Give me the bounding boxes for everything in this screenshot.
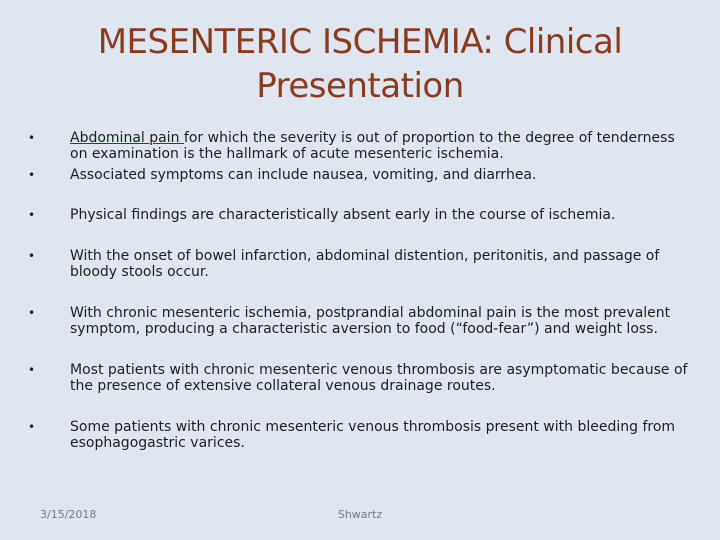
bullet-dot: • [28, 249, 36, 263]
bullet-text: With chronic mesenteric ischemia, postprandial abdominal pain is the most prevalent symptom, producing a characteristic aversion to food (“food-fear”) and weight loss. [70, 305, 671, 337]
bullet-text: Physical findings are characteristically absent early in the course of ischemia. [70, 207, 616, 223]
bullet-text-rest: for which the severity is out of proportion to the degree of tenderness on examination is the hallmark of acute mesenteric ischemia. [70, 130, 675, 162]
bullet-text: Associated symptoms can include nausea, vomiting, and diarrhea. [70, 167, 537, 183]
hyperlink-text[interactable]: Abdominal pain [70, 130, 184, 146]
bullet-dot: • [28, 168, 36, 182]
slide-title: MESENTERIC ISCHEMIA: Clinical Presentation [97, 22, 623, 106]
footer-author: Shwartz [337, 508, 383, 521]
bullet-text: Most patients with chronic mesenteric venous thrombosis are asymptomatic because of the presence of extensive collateral venous drainage routes. [70, 362, 688, 394]
bullet-dot: • [28, 420, 36, 434]
bullet-dot: • [28, 306, 36, 320]
bullet-text: Some patients with chronic mesenteric venous thrombosis present with bleeding from esophagogastric varices. [70, 419, 676, 451]
bullet-dot: • [28, 131, 36, 145]
bullet-dot: • [28, 208, 36, 222]
footer-date: 3/15/2018 [40, 508, 97, 521]
bullet-dot: • [28, 363, 36, 377]
bullet-text: With the onset of bowel infarction, abdominal distention, peritonitis, and passage of bloody stools occur. [70, 248, 660, 280]
bullet-text [70, 130, 688, 162]
